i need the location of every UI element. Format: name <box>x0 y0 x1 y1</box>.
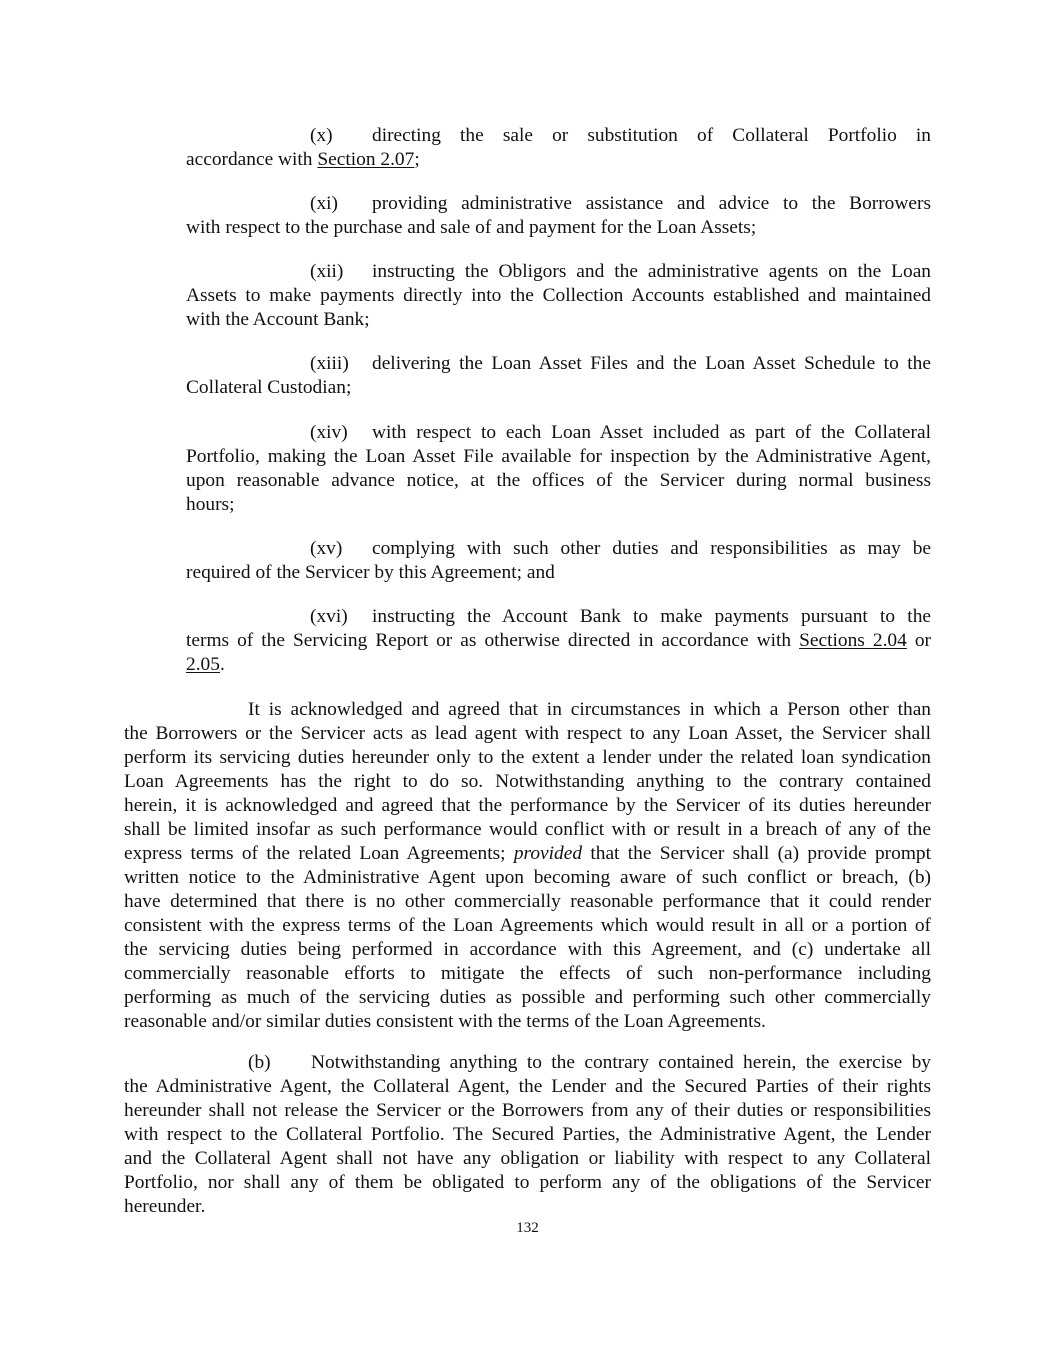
item-line: upon reasonable advance notice, at the offices of the Servicer during normal business <box>186 470 931 491</box>
item-text: accordance with <box>186 149 318 170</box>
item-line: Portfolio, making the Loan Asset File available for inspection by the Administrative Agent, <box>186 446 931 467</box>
paragraph-line: consistent with the express terms of the Loan Agreements which would result in all or a portion of <box>124 915 931 936</box>
paragraph-text: that the Servicer shall (a) provide prompt <box>582 843 931 864</box>
item-text: or <box>906 630 931 651</box>
item-first-line <box>186 352 931 376</box>
item-tail-line: required of the Servicer by this Agreement; and <box>186 562 555 583</box>
item-text: complying with such other duties and responsibilities as may be <box>372 538 931 559</box>
item-line <box>186 629 931 653</box>
paragraph-line: commercially reasonable efforts to mitigate the effects of such non-performance including <box>124 963 931 984</box>
paragraph-line: hereunder. <box>124 1196 206 1217</box>
paragraph-text: Notwithstanding anything to the contrary contained herein, the exercise by <box>311 1052 931 1073</box>
paragraph-text: express terms of the related Loan Agreements; <box>124 843 514 864</box>
paragraph-line: hereunder shall not release the Servicer or the Borrowers from any of their duties or responsibilities <box>124 1100 931 1121</box>
list-item-xv <box>186 537 931 585</box>
paragraph-line: Loan Agreements has the right to do so. Notwithstanding anything to the contrary contained <box>124 771 931 792</box>
paragraph-line: have determined that there is no other commercially reasonable performance that it could render <box>124 891 931 912</box>
item-tail-line: hours; <box>186 494 235 515</box>
item-tail-line: with respect to the purchase and sale of and payment for the Loan Assets; <box>186 217 757 238</box>
paragraph-line <box>124 842 931 866</box>
list-item-x <box>186 124 931 172</box>
acknowledgement-paragraph <box>124 698 931 1034</box>
item-number: (xiii) <box>310 353 349 374</box>
paragraph-line: It is acknowledged and agreed that in circumstances in which a Person other than <box>248 699 931 720</box>
paragraph-line: reasonable and/or similar duties consistent with the terms of the Loan Agreements. <box>124 1011 766 1032</box>
paragraph-line: and the Collateral Agent shall not have any obligation or liability with respect to any Collateral <box>124 1148 931 1169</box>
list-item-xvi <box>186 605 931 677</box>
sections-2-04-link[interactable]: Sections 2.04 <box>799 630 907 651</box>
section-number: (b) <box>248 1052 271 1073</box>
item-number: (xvi) <box>310 606 348 627</box>
provided-italic: provided <box>513 843 583 864</box>
item-text: instructing the Obligors and the administrative agents on the Loan <box>372 261 931 282</box>
paragraph-line: the Borrowers or the Servicer acts as lead agent with respect to any Loan Asset, the Servicer shall <box>124 723 931 744</box>
item-tail-line: Collateral Custodian; <box>186 377 352 398</box>
item-text: providing administrative assistance and advice to the Borrowers <box>372 193 931 214</box>
item-number: (xi) <box>310 193 338 214</box>
item-text: . <box>219 654 225 675</box>
item-first-line <box>186 421 931 445</box>
item-line: Assets to make payments directly into the Collection Accounts established and maintained <box>186 285 931 306</box>
item-number: (xii) <box>310 261 344 282</box>
item-number: (xv) <box>310 538 343 559</box>
paragraph-line: Portfolio, nor shall any of them be obligated to perform any of the obligations of the Servicer <box>124 1172 931 1193</box>
item-first-line <box>186 537 931 561</box>
paragraph-line: written notice to the Administrative Agent upon becoming aware of such conflict or breach, (b) <box>124 867 931 888</box>
item-first-line <box>186 605 931 629</box>
item-text: ; <box>414 149 420 170</box>
paragraph-line: shall be limited insofar as such performance would conflict with or result in a breach of any of the <box>124 819 931 840</box>
section-2-05-link[interactable]: 2.05 <box>186 654 220 675</box>
item-tail-line <box>186 148 931 172</box>
item-text: with respect to each Loan Asset included as part of the Collateral <box>372 422 931 443</box>
item-tail-line <box>186 653 931 677</box>
list-item-xiv <box>186 421 931 517</box>
section-2-07-link[interactable]: Section 2.07 <box>317 149 415 170</box>
item-text: terms of the Servicing Report or as otherwise directed in accordance with <box>186 630 800 651</box>
item-first-line <box>186 260 931 284</box>
section-b-paragraph <box>124 1051 931 1219</box>
page-number: 132 <box>516 1220 539 1236</box>
paragraph-line: perform its servicing duties hereunder only to the extent a lender under the related loan syndication <box>124 747 931 768</box>
list-item-xii <box>186 260 931 332</box>
item-text: delivering the Loan Asset Files and the Loan Asset Schedule to the <box>372 353 931 374</box>
paragraph-line: performing as much of the servicing duties as possible and performing such other commercially <box>124 987 931 1008</box>
item-text: instructing the Account Bank to make payments pursuant to the <box>372 606 931 627</box>
list-item-xi <box>186 192 931 240</box>
list-item-xiii <box>186 352 931 400</box>
item-tail-line: with the Account Bank; <box>186 309 370 330</box>
item-number: (xiv) <box>310 422 348 443</box>
item-text: directing the sale or substitution of Collateral Portfolio in <box>372 125 931 146</box>
paragraph-line: the servicing duties being performed in accordance with this Agreement, and (c) undertake all <box>124 939 931 960</box>
item-first-line <box>186 192 931 216</box>
paragraph-line: herein, it is acknowledged and agreed that the performance by the Servicer of its duties hereunder <box>124 795 931 816</box>
paragraph-line: the Administrative Agent, the Collateral Agent, the Lender and the Secured Parties of their rights <box>124 1076 931 1097</box>
paragraph-first-line <box>124 1051 931 1075</box>
item-number: (x) <box>310 125 333 146</box>
item-first-line <box>186 124 931 148</box>
paragraph-line: with respect to the Collateral Portfolio. The Secured Parties, the Administrative Agent, the Lender <box>124 1124 931 1145</box>
